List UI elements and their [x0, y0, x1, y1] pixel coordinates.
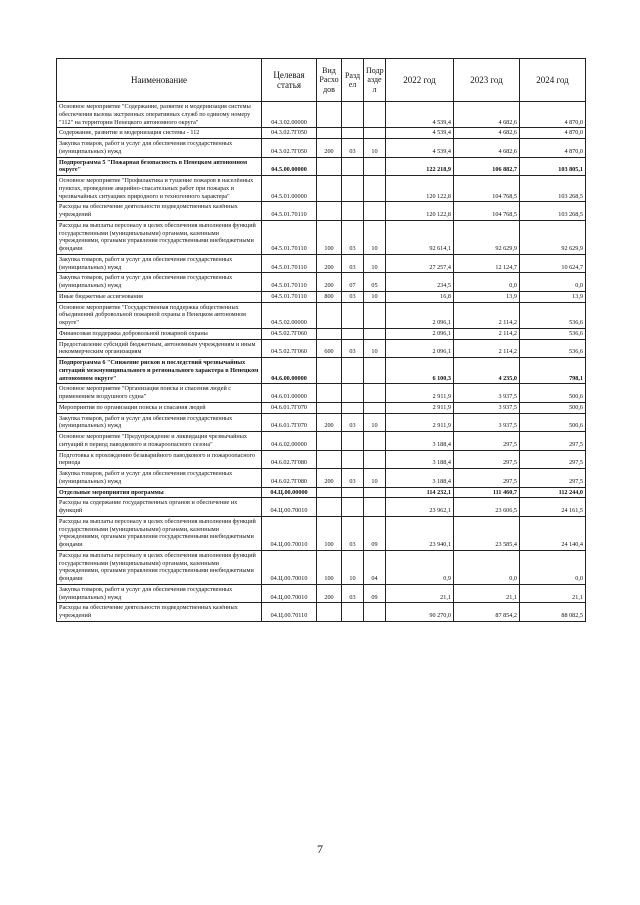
row-name: Расходы на выплаты персоналу в целях обеспечения выполнения функций государственными (муниципальными) органами, казенными учреждениями, органами управления государственными внебюджетными фондами	[57, 516, 262, 550]
row-2023: 3 937,5	[454, 384, 520, 403]
row-name: Отдельные мероприятия программы	[57, 487, 262, 498]
row-podr: 10	[364, 220, 386, 254]
row-podr	[364, 603, 386, 622]
row-code: 04.5.01.70110	[262, 273, 317, 292]
row-name: Основное мероприятие "Содержание, развитие и модернизация системы обеспечения вызова экстренных оперативных служб по единому номеру "112" на территории Ненецкого автономного округа"	[57, 102, 262, 128]
row-2023: 3 937,5	[454, 402, 520, 413]
row-code: 04.6.02.7Г080	[262, 450, 317, 469]
row-razd	[342, 176, 364, 202]
row-name: Расходы на содержание государственных органов и обеспечение их функций	[57, 498, 262, 517]
row-code: 04.3.02.7Г050	[262, 139, 317, 158]
row-name: Расходы на выплаты персоналу в целях обеспечения выполнения функций государственными (муниципальными) органами, казенными учреждениями, органами управления государственными внебюджетными фондами	[57, 550, 262, 584]
row-2022: 2 911,9	[386, 413, 454, 432]
table-row	[57, 413, 586, 432]
row-2022: 2 911,9	[386, 384, 454, 403]
row-name: Закупка товаров, работ и услуг для обеспечения государственных (муниципальных) нужд	[57, 584, 262, 603]
row-2024: 92 629,9	[520, 220, 586, 254]
row-code: 04.Ц.00.00000	[262, 487, 317, 498]
table-row	[57, 516, 586, 550]
table-row	[57, 550, 586, 584]
row-2024: 536,6	[520, 302, 586, 328]
row-2022: 3 188,4	[386, 450, 454, 469]
header-2024: 2024 год	[520, 59, 586, 102]
row-vid: 200	[317, 584, 342, 603]
row-2024: 103 268,5	[520, 176, 586, 202]
row-podr: 09	[364, 584, 386, 603]
row-code: 04.6.01.7Г070	[262, 402, 317, 413]
row-2022: 23 940,1	[386, 516, 454, 550]
row-vid	[317, 328, 342, 339]
row-razd: 10	[342, 550, 364, 584]
header-name: Наименование	[57, 59, 262, 102]
row-vid	[317, 487, 342, 498]
row-2023: 106 882,7	[454, 157, 520, 176]
table-row	[57, 202, 586, 221]
row-2023: 111 460,7	[454, 487, 520, 498]
row-vid	[317, 202, 342, 221]
table-row	[57, 254, 586, 273]
row-razd	[342, 358, 364, 384]
table-row	[57, 339, 586, 358]
row-code: 04.Ц.00.70010	[262, 498, 317, 517]
row-name: Предоставление субсидий бюджетным, автономным учреждениям и иным некоммерческим организациям	[57, 339, 262, 358]
row-2023: 297,5	[454, 450, 520, 469]
row-code: 04.5.02.7Г060	[262, 339, 317, 358]
row-2024: 10 624,7	[520, 254, 586, 273]
row-name: Основное мероприятие "Государственная поддержка общественных объединений добровольной пожарной охраны в Ненецком автономном округе"	[57, 302, 262, 328]
table-row	[57, 273, 586, 292]
row-2023: 4 235,0	[454, 358, 520, 384]
row-2023: 0,0	[454, 550, 520, 584]
header-podr: Подр азде л	[364, 59, 386, 102]
row-vid: 200	[317, 254, 342, 273]
row-2022: 2 911,9	[386, 402, 454, 413]
row-vid	[317, 498, 342, 517]
row-vid: 200	[317, 469, 342, 488]
row-2023: 13,9	[454, 291, 520, 302]
row-2023: 21,1	[454, 584, 520, 603]
table-row	[57, 432, 586, 451]
row-razd: 03	[342, 291, 364, 302]
row-podr	[364, 157, 386, 176]
row-vid: 600	[317, 339, 342, 358]
row-podr	[364, 302, 386, 328]
row-2022: 114 232,1	[386, 487, 454, 498]
table-row	[57, 328, 586, 339]
row-2022: 234,5	[386, 273, 454, 292]
row-name: Расходы на обеспечение деятельности подведомственных казённых учреждений	[57, 202, 262, 221]
row-2023: 23 606,5	[454, 498, 520, 517]
table-row	[57, 358, 586, 384]
header-razd: Разд ел	[342, 59, 364, 102]
row-razd	[342, 498, 364, 517]
row-podr: 10	[364, 413, 386, 432]
row-code: 04.5.02.7Г060	[262, 328, 317, 339]
row-2023: 104 768,5	[454, 202, 520, 221]
row-code: 04.Ц.00.70010	[262, 516, 317, 550]
row-razd: 03	[342, 584, 364, 603]
row-2022: 92 614,1	[386, 220, 454, 254]
row-name: Закупка товаров, работ и услуг для обеспечения государственных (муниципальных) нужд	[57, 469, 262, 488]
row-podr	[364, 450, 386, 469]
row-name: Расходы на обеспечение деятельности подведомственных казённых учреждений	[57, 603, 262, 622]
row-vid: 200	[317, 273, 342, 292]
row-razd	[342, 128, 364, 139]
row-2023: 2 114,2	[454, 339, 520, 358]
row-vid	[317, 157, 342, 176]
row-2022: 3 188,4	[386, 432, 454, 451]
row-name: Основное мероприятие "Организация поиска и спасения людей с применением воздушного судна"	[57, 384, 262, 403]
row-podr: 09	[364, 516, 386, 550]
row-razd: 03	[342, 139, 364, 158]
row-podr: 10	[364, 254, 386, 273]
row-name: Расходы на выплаты персоналу в целях обеспечения выполнения функций государственными (муниципальными) органами, казенными учреждениями, органами управления государственными внебюджетными фондами	[57, 220, 262, 254]
row-name: Иные бюджетные ассигнования	[57, 291, 262, 302]
row-razd	[342, 603, 364, 622]
row-razd: 03	[342, 516, 364, 550]
table-row	[57, 102, 586, 128]
row-podr	[364, 128, 386, 139]
row-razd	[342, 432, 364, 451]
row-2023: 12 124,7	[454, 254, 520, 273]
row-podr: 10	[364, 339, 386, 358]
row-code: 04.Ц.00.70010	[262, 584, 317, 603]
row-code: 04.6.01.7Г070	[262, 413, 317, 432]
row-name: Основное мероприятие "Профилактика и тушение пожаров в населённых пунктах, проведение аварийно-спасательных работ при пожарах и чрезвычайных ситуациях природного и техногенного характера"	[57, 176, 262, 202]
table-row	[57, 176, 586, 202]
row-vid	[317, 302, 342, 328]
table-row	[57, 384, 586, 403]
row-2023: 297,5	[454, 469, 520, 488]
row-2022: 4 539,4	[386, 102, 454, 128]
row-2024: 500,6	[520, 402, 586, 413]
row-name: Закупка товаров, работ и услуг для обеспечения государственных (муниципальных) нужд	[57, 254, 262, 273]
row-razd: 03	[342, 413, 364, 432]
row-2024: 500,6	[520, 384, 586, 403]
header-2023: 2023 год	[454, 59, 520, 102]
header-vid: Вид Расхо дов	[317, 59, 342, 102]
row-code: 04.3.02.00000	[262, 102, 317, 128]
table-row	[57, 498, 586, 517]
row-2024: 536,6	[520, 339, 586, 358]
row-podr	[364, 498, 386, 517]
row-razd: 03	[342, 339, 364, 358]
row-name: Содержание, развитие и модернизация системы - 112	[57, 128, 262, 139]
row-2024: 798,1	[520, 358, 586, 384]
table-row	[57, 402, 586, 413]
table-row	[57, 603, 586, 622]
row-podr	[364, 487, 386, 498]
row-vid: 200	[317, 413, 342, 432]
row-razd	[342, 302, 364, 328]
table-row	[57, 302, 586, 328]
page-number: 7	[317, 842, 323, 856]
row-code: 04.Ц.00.70010	[262, 550, 317, 584]
row-razd	[342, 157, 364, 176]
row-name: Финансовая поддержка добровольной пожарной охраны	[57, 328, 262, 339]
row-name: Подпрограмма 6 "Снижение рисков и последствий чрезвычайных ситуаций межмуниципального и регионального характера в Ненецком автономном округе"	[57, 358, 262, 384]
header-2022: 2022 год	[386, 59, 454, 102]
row-2024: 4 870,0	[520, 128, 586, 139]
row-podr	[364, 328, 386, 339]
table-row	[57, 157, 586, 176]
row-2023: 4 682,6	[454, 128, 520, 139]
row-2022: 0,9	[386, 550, 454, 584]
table-row	[57, 487, 586, 498]
row-2023: 297,5	[454, 432, 520, 451]
row-vid	[317, 176, 342, 202]
row-name: Основное мероприятие "Предупреждение и ликвидация чрезвычайных ситуаций в период паводкового и пожароопасного сезона"	[57, 432, 262, 451]
row-razd	[342, 328, 364, 339]
row-2024: 13,9	[520, 291, 586, 302]
row-vid: 100	[317, 220, 342, 254]
row-podr	[364, 176, 386, 202]
row-razd	[342, 402, 364, 413]
table-row	[57, 584, 586, 603]
row-name: Мероприятия по организации поиска и спасания людей	[57, 402, 262, 413]
row-name: Подпрограмма 5 "Пожарная безопасность в Ненецком автономном округе"	[57, 157, 262, 176]
row-code: 04.6.00.00000	[262, 358, 317, 384]
row-2024: 0,0	[520, 273, 586, 292]
row-podr: 05	[364, 273, 386, 292]
row-vid	[317, 358, 342, 384]
table-row	[57, 291, 586, 302]
row-vid	[317, 384, 342, 403]
row-2022: 2 096,1	[386, 302, 454, 328]
row-2023: 0,0	[454, 273, 520, 292]
row-2024: 112 244,0	[520, 487, 586, 498]
row-2024: 4 870,0	[520, 139, 586, 158]
row-vid	[317, 402, 342, 413]
row-vid	[317, 603, 342, 622]
row-razd: 03	[342, 220, 364, 254]
row-vid	[317, 432, 342, 451]
row-podr: 04	[364, 550, 386, 584]
row-podr: 10	[364, 291, 386, 302]
row-razd: 07	[342, 273, 364, 292]
row-2023: 2 114,2	[454, 328, 520, 339]
row-podr	[364, 402, 386, 413]
row-2022: 90 270,0	[386, 603, 454, 622]
row-2022: 21,1	[386, 584, 454, 603]
table-row	[57, 220, 586, 254]
row-2022: 4 539,4	[386, 128, 454, 139]
row-vid	[317, 128, 342, 139]
row-vid: 800	[317, 291, 342, 302]
row-2022: 23 962,1	[386, 498, 454, 517]
table-row	[57, 139, 586, 158]
row-2024: 4 870,0	[520, 102, 586, 128]
table-row	[57, 450, 586, 469]
row-vid: 100	[317, 516, 342, 550]
row-2022: 6 100,3	[386, 358, 454, 384]
row-2022: 120 122,8	[386, 176, 454, 202]
row-2022: 3 188,4	[386, 469, 454, 488]
table-header-row	[57, 59, 586, 102]
row-podr	[364, 102, 386, 128]
row-2022: 27 257,4	[386, 254, 454, 273]
row-2023: 104 768,5	[454, 176, 520, 202]
row-name: Закупка товаров, работ и услуг для обеспечения государственных (муниципальных) нужд	[57, 139, 262, 158]
row-razd	[342, 450, 364, 469]
row-code: 04.6.02.00000	[262, 432, 317, 451]
table-body	[57, 102, 586, 622]
row-2024: 24 161,5	[520, 498, 586, 517]
row-2024: 297,5	[520, 432, 586, 451]
row-2023: 2 114,2	[454, 302, 520, 328]
row-code: 04.5.00.00000	[262, 157, 317, 176]
row-2022: 120 122,8	[386, 202, 454, 221]
row-code: 04.3.02.7Г050	[262, 128, 317, 139]
row-razd	[342, 102, 364, 128]
row-podr: 10	[364, 139, 386, 158]
row-code: 04.5.01.00000	[262, 176, 317, 202]
row-podr: 10	[364, 469, 386, 488]
row-vid	[317, 102, 342, 128]
row-podr	[364, 384, 386, 403]
row-code: 04.Ц.00.70110	[262, 603, 317, 622]
row-2024: 297,5	[520, 450, 586, 469]
row-razd	[342, 487, 364, 498]
row-vid: 100	[317, 550, 342, 584]
row-code: 04.5.01.70110	[262, 220, 317, 254]
row-2023: 3 937,5	[454, 413, 520, 432]
row-2022: 4 539,4	[386, 139, 454, 158]
row-podr	[364, 202, 386, 221]
row-code: 04.6.02.7Г080	[262, 469, 317, 488]
table-row	[57, 128, 586, 139]
row-2023: 87 854,2	[454, 603, 520, 622]
row-vid: 200	[317, 139, 342, 158]
row-2023: 23 585,4	[454, 516, 520, 550]
row-razd	[342, 202, 364, 221]
row-code: 04.6.01.00000	[262, 384, 317, 403]
table-row	[57, 469, 586, 488]
row-code: 04.5.01.70110	[262, 291, 317, 302]
row-name: Закупка товаров, работ и услуг для обеспечения государственных (муниципальных) нужд	[57, 273, 262, 292]
row-podr	[364, 432, 386, 451]
row-code: 04.5.02.00000	[262, 302, 317, 328]
row-2024: 103 268,5	[520, 202, 586, 221]
row-podr	[364, 358, 386, 384]
row-2022: 122 218,9	[386, 157, 454, 176]
row-2024: 536,6	[520, 328, 586, 339]
row-2022: 2 096,1	[386, 328, 454, 339]
row-2023: 92 629,9	[454, 220, 520, 254]
row-2024: 0,0	[520, 550, 586, 584]
row-code: 04.5.01.70110	[262, 254, 317, 273]
row-name: Подготовка к прохождению безаварийного паводкового и пожароопасного периода	[57, 450, 262, 469]
row-razd: 03	[342, 254, 364, 273]
budget-table	[56, 58, 586, 622]
row-2023: 4 682,6	[454, 102, 520, 128]
row-2024: 21,1	[520, 584, 586, 603]
row-2024: 500,6	[520, 413, 586, 432]
row-razd	[342, 384, 364, 403]
row-2024: 297,5	[520, 469, 586, 488]
row-name: Закупка товаров, работ и услуг для обеспечения государственных (муниципальных) нужд	[57, 413, 262, 432]
row-code: 04.5.01.70110	[262, 202, 317, 221]
row-razd: 03	[342, 469, 364, 488]
row-vid	[317, 450, 342, 469]
row-2022: 2 096,1	[386, 339, 454, 358]
row-2024: 88 082,5	[520, 603, 586, 622]
row-2023: 4 682,6	[454, 139, 520, 158]
header-code: Целевая статья	[262, 59, 317, 102]
row-2024: 24 140,4	[520, 516, 586, 550]
row-2022: 16,8	[386, 291, 454, 302]
row-2024: 103 805,1	[520, 157, 586, 176]
